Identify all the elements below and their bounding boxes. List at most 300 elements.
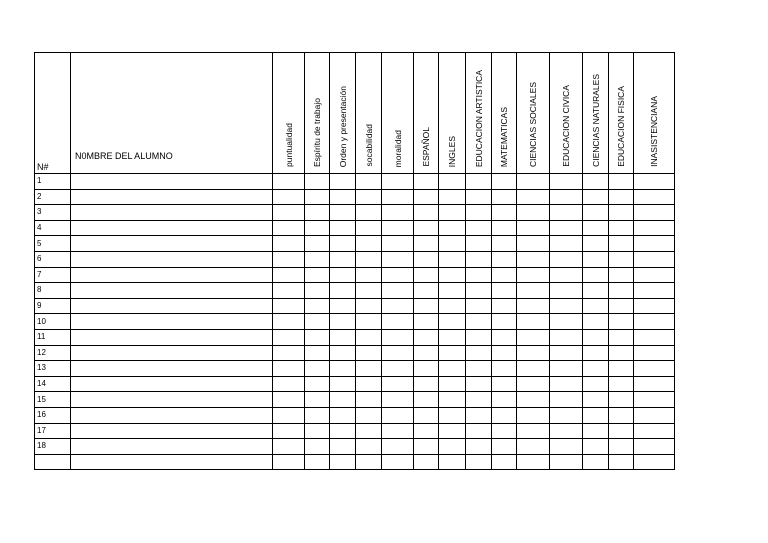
grade-cell[interactable] — [517, 205, 550, 221]
grade-cell[interactable] — [382, 298, 414, 314]
grade-cell[interactable] — [330, 251, 356, 267]
grade-cell[interactable] — [330, 345, 356, 361]
grade-cell[interactable] — [634, 283, 675, 299]
grade-cell[interactable] — [439, 329, 466, 345]
grade-cell[interactable] — [414, 236, 439, 252]
grade-cell[interactable] — [492, 298, 517, 314]
grade-cell[interactable] — [414, 174, 439, 190]
grade-cell[interactable] — [414, 329, 439, 345]
grade-cell[interactable] — [634, 236, 675, 252]
grade-cell[interactable] — [356, 267, 382, 283]
row-number-cell: 13 — [35, 361, 71, 377]
row-number-cell: 6 — [35, 251, 71, 267]
grade-cell[interactable] — [550, 174, 583, 190]
grade-cell[interactable] — [634, 220, 675, 236]
student-name-cell[interactable] — [71, 407, 273, 423]
grade-cell[interactable] — [609, 267, 634, 283]
grade-cell[interactable] — [273, 314, 305, 330]
grade-cell[interactable] — [634, 329, 675, 345]
grade-cell[interactable] — [305, 283, 330, 299]
grade-cell[interactable] — [634, 439, 675, 455]
grade-cell[interactable] — [273, 174, 305, 190]
grade-cell[interactable] — [330, 407, 356, 423]
student-name-cell[interactable] — [71, 298, 273, 314]
grade-cell[interactable] — [609, 345, 634, 361]
grade-cell[interactable] — [609, 361, 634, 377]
grade-cell[interactable] — [305, 205, 330, 221]
grade-cell[interactable] — [609, 251, 634, 267]
grade-cell[interactable] — [356, 423, 382, 439]
grade-cell[interactable] — [439, 267, 466, 283]
grade-cell[interactable] — [466, 220, 492, 236]
grade-cell[interactable] — [492, 283, 517, 299]
grade-cell[interactable] — [517, 361, 550, 377]
grade-cell[interactable] — [414, 345, 439, 361]
student-name-cell[interactable] — [71, 251, 273, 267]
grade-cell[interactable] — [609, 329, 634, 345]
grade-cell[interactable] — [382, 376, 414, 392]
grade-cell[interactable] — [634, 314, 675, 330]
grade-cell[interactable] — [492, 439, 517, 455]
grade-cell[interactable] — [414, 283, 439, 299]
student-name-cell[interactable] — [71, 392, 273, 408]
table-row — [35, 189, 675, 205]
grade-cell[interactable] — [439, 205, 466, 221]
grade-cell[interactable] — [517, 189, 550, 205]
grade-cell[interactable] — [634, 174, 675, 190]
grade-cell[interactable] — [550, 267, 583, 283]
grade-cell[interactable] — [330, 423, 356, 439]
grade-cell[interactable] — [583, 392, 609, 408]
grade-cell[interactable] — [382, 251, 414, 267]
grade-cell[interactable] — [414, 220, 439, 236]
student-name-column-header: N0MBRE DEL ALUMNO — [71, 53, 273, 174]
grade-cell[interactable] — [466, 189, 492, 205]
grade-cell[interactable] — [414, 392, 439, 408]
grade-cell[interactable] — [583, 361, 609, 377]
grade-cell[interactable] — [609, 298, 634, 314]
table-row — [35, 361, 675, 377]
grade-cell[interactable] — [273, 361, 305, 377]
grade-cell[interactable] — [305, 251, 330, 267]
student-name-cell[interactable] — [71, 314, 273, 330]
grade-cell[interactable] — [634, 361, 675, 377]
grade-cell[interactable] — [439, 174, 466, 190]
grade-cell[interactable] — [550, 392, 583, 408]
grade-cell[interactable] — [330, 220, 356, 236]
student-name-cell[interactable] — [71, 174, 273, 190]
grade-cell[interactable] — [273, 392, 305, 408]
grade-cell[interactable] — [583, 251, 609, 267]
grade-cell[interactable] — [517, 314, 550, 330]
grade-cell[interactable] — [492, 205, 517, 221]
grade-cell[interactable] — [414, 439, 439, 455]
student-name-cell[interactable] — [71, 345, 273, 361]
grade-cell[interactable] — [330, 283, 356, 299]
grade-cell[interactable] — [330, 376, 356, 392]
grade-cell[interactable] — [517, 298, 550, 314]
grade-cell[interactable] — [517, 454, 550, 470]
grade-cell[interactable] — [609, 283, 634, 299]
grade-cell[interactable] — [550, 407, 583, 423]
grade-cell[interactable] — [273, 376, 305, 392]
grade-cell[interactable] — [330, 205, 356, 221]
grade-cell[interactable] — [439, 423, 466, 439]
grade-cell[interactable] — [517, 267, 550, 283]
grade-cell[interactable] — [439, 361, 466, 377]
grade-cell[interactable] — [330, 298, 356, 314]
grade-cell[interactable] — [609, 314, 634, 330]
table-row — [35, 407, 675, 423]
grade-cell[interactable] — [414, 251, 439, 267]
grade-cell[interactable] — [356, 392, 382, 408]
grade-cell[interactable] — [609, 407, 634, 423]
grade-cell[interactable] — [439, 220, 466, 236]
student-name-cell[interactable] — [71, 220, 273, 236]
grade-cell[interactable] — [634, 189, 675, 205]
grade-cell[interactable] — [439, 439, 466, 455]
grade-cell[interactable] — [382, 454, 414, 470]
grade-cell[interactable] — [273, 220, 305, 236]
grade-cell[interactable] — [634, 205, 675, 221]
grade-cell[interactable] — [583, 439, 609, 455]
grade-cell[interactable] — [492, 314, 517, 330]
grade-cell[interactable] — [439, 283, 466, 299]
grade-cell[interactable] — [609, 423, 634, 439]
grade-cell[interactable] — [583, 454, 609, 470]
grade-cell[interactable] — [583, 220, 609, 236]
grade-cell[interactable] — [382, 283, 414, 299]
grade-cell[interactable] — [356, 314, 382, 330]
grade-cell[interactable] — [466, 423, 492, 439]
grade-cell[interactable] — [414, 314, 439, 330]
grade-cell[interactable] — [330, 314, 356, 330]
grade-cell[interactable] — [305, 314, 330, 330]
grade-cell[interactable] — [466, 361, 492, 377]
grade-cell[interactable] — [356, 361, 382, 377]
grade-cell[interactable] — [517, 283, 550, 299]
grade-cell[interactable] — [634, 392, 675, 408]
grade-cell[interactable] — [414, 423, 439, 439]
grade-cell[interactable] — [305, 423, 330, 439]
grade-cell[interactable] — [414, 205, 439, 221]
grade-cell[interactable] — [609, 220, 634, 236]
grade-cell[interactable] — [305, 189, 330, 205]
grade-cell[interactable] — [273, 283, 305, 299]
grade-cell[interactable] — [550, 454, 583, 470]
grade-cell[interactable] — [550, 220, 583, 236]
grade-cell[interactable] — [492, 251, 517, 267]
grade-cell[interactable] — [517, 407, 550, 423]
grade-cell[interactable] — [492, 376, 517, 392]
grade-cell[interactable] — [634, 454, 675, 470]
grade-cell[interactable] — [414, 407, 439, 423]
student-name-cell[interactable] — [71, 236, 273, 252]
grade-cell[interactable] — [382, 345, 414, 361]
grade-cell[interactable] — [330, 189, 356, 205]
grade-cell[interactable] — [517, 376, 550, 392]
grade-cell[interactable] — [356, 407, 382, 423]
grade-cell[interactable] — [583, 423, 609, 439]
grade-cell[interactable] — [492, 220, 517, 236]
grade-cell[interactable] — [517, 329, 550, 345]
grade-cell[interactable] — [583, 407, 609, 423]
grade-cell[interactable] — [382, 423, 414, 439]
grade-cell[interactable] — [583, 329, 609, 345]
grade-cell[interactable] — [273, 298, 305, 314]
grade-cell[interactable] — [550, 236, 583, 252]
table-row — [35, 283, 675, 299]
grade-cell[interactable] — [583, 298, 609, 314]
grade-cell[interactable] — [330, 392, 356, 408]
grade-cell[interactable] — [609, 439, 634, 455]
grade-cell[interactable] — [382, 267, 414, 283]
grade-cell[interactable] — [382, 329, 414, 345]
grade-cell[interactable] — [439, 251, 466, 267]
grade-cell[interactable] — [550, 298, 583, 314]
grade-cell[interactable] — [492, 174, 517, 190]
grade-cell[interactable] — [356, 283, 382, 299]
row-number-cell: 12 — [35, 345, 71, 361]
grade-cell[interactable] — [517, 236, 550, 252]
grade-cell[interactable] — [382, 174, 414, 190]
grade-cell[interactable] — [492, 189, 517, 205]
grade-cell[interactable] — [356, 329, 382, 345]
grade-cell[interactable] — [550, 189, 583, 205]
grade-cell[interactable] — [492, 267, 517, 283]
student-name-cell[interactable] — [71, 439, 273, 455]
grade-cell[interactable] — [305, 361, 330, 377]
grade-cell[interactable] — [550, 283, 583, 299]
grade-cell[interactable] — [466, 345, 492, 361]
grade-cell[interactable] — [356, 251, 382, 267]
grade-cell[interactable] — [550, 329, 583, 345]
grade-cell[interactable] — [492, 423, 517, 439]
grade-cell[interactable] — [583, 236, 609, 252]
grade-cell[interactable] — [305, 439, 330, 455]
grade-cell[interactable] — [330, 267, 356, 283]
grade-cell[interactable] — [305, 236, 330, 252]
grade-cell[interactable] — [273, 439, 305, 455]
subject-column-header: ESPAÑOL — [414, 53, 439, 174]
student-name-cell[interactable] — [71, 189, 273, 205]
grade-cell[interactable] — [414, 298, 439, 314]
grade-cell[interactable] — [305, 267, 330, 283]
grade-cell[interactable] — [305, 329, 330, 345]
grade-cell[interactable] — [466, 251, 492, 267]
grade-cell[interactable] — [517, 439, 550, 455]
grade-cell[interactable] — [466, 236, 492, 252]
grade-cell[interactable] — [273, 329, 305, 345]
grade-cell[interactable] — [550, 251, 583, 267]
grade-cell[interactable] — [583, 267, 609, 283]
grade-cell[interactable] — [439, 345, 466, 361]
grade-cell[interactable] — [439, 454, 466, 470]
grade-cell[interactable] — [466, 439, 492, 455]
grade-cell[interactable] — [356, 174, 382, 190]
student-name-cell[interactable] — [71, 376, 273, 392]
table-row — [35, 205, 675, 221]
grade-cell[interactable] — [634, 298, 675, 314]
grade-cell[interactable] — [273, 189, 305, 205]
grade-cell[interactable] — [609, 392, 634, 408]
grade-cell[interactable] — [414, 267, 439, 283]
grade-cell[interactable] — [634, 345, 675, 361]
grade-cell[interactable] — [634, 267, 675, 283]
grade-cell[interactable] — [634, 407, 675, 423]
grade-cell[interactable] — [466, 205, 492, 221]
grade-cell[interactable] — [356, 298, 382, 314]
grade-cell[interactable] — [382, 361, 414, 377]
grade-cell[interactable] — [382, 205, 414, 221]
grade-cell[interactable] — [634, 423, 675, 439]
grade-cell[interactable] — [492, 361, 517, 377]
student-name-cell[interactable] — [71, 361, 273, 377]
grade-cell[interactable] — [305, 220, 330, 236]
grade-cell[interactable] — [273, 423, 305, 439]
grade-cell[interactable] — [609, 454, 634, 470]
grade-cell[interactable] — [609, 174, 634, 190]
grade-cell[interactable] — [305, 345, 330, 361]
grade-cell[interactable] — [439, 298, 466, 314]
grade-cell[interactable] — [517, 174, 550, 190]
grade-cell[interactable] — [466, 376, 492, 392]
grade-cell[interactable] — [439, 189, 466, 205]
grade-cell[interactable] — [305, 376, 330, 392]
grade-cell[interactable] — [517, 345, 550, 361]
grade-cell[interactable] — [466, 267, 492, 283]
grade-cell[interactable] — [273, 236, 305, 252]
grade-cell[interactable] — [273, 267, 305, 283]
student-name-cell[interactable] — [71, 267, 273, 283]
grade-cell[interactable] — [609, 205, 634, 221]
row-number-cell: 7 — [35, 267, 71, 283]
grade-cell[interactable] — [330, 329, 356, 345]
grade-cell[interactable] — [466, 454, 492, 470]
student-name-cell[interactable] — [71, 423, 273, 439]
row-number-cell: 4 — [35, 220, 71, 236]
grade-cell[interactable] — [356, 454, 382, 470]
grade-cell[interactable] — [492, 345, 517, 361]
grade-cell[interactable] — [492, 407, 517, 423]
grade-cell[interactable] — [382, 407, 414, 423]
student-name-cell[interactable] — [71, 205, 273, 221]
grade-cell[interactable] — [550, 345, 583, 361]
grade-cell[interactable] — [517, 220, 550, 236]
grade-cell[interactable] — [382, 189, 414, 205]
grade-cell[interactable] — [330, 454, 356, 470]
row-number-cell: 8 — [35, 283, 71, 299]
grade-cell[interactable] — [330, 236, 356, 252]
grade-cell[interactable] — [517, 392, 550, 408]
grade-cell[interactable] — [273, 407, 305, 423]
grade-cell[interactable] — [439, 314, 466, 330]
grade-cell[interactable] — [550, 423, 583, 439]
grade-cell[interactable] — [414, 454, 439, 470]
grade-cell[interactable] — [305, 298, 330, 314]
grade-cell[interactable] — [466, 174, 492, 190]
grade-cell[interactable] — [517, 251, 550, 267]
grade-cell[interactable] — [583, 283, 609, 299]
grade-cell[interactable] — [414, 361, 439, 377]
grade-cell[interactable] — [492, 329, 517, 345]
grade-cell[interactable] — [550, 314, 583, 330]
grade-cell[interactable] — [273, 205, 305, 221]
student-name-cell[interactable] — [71, 329, 273, 345]
grade-cell[interactable] — [356, 220, 382, 236]
grade-cell[interactable] — [583, 376, 609, 392]
grade-cell[interactable] — [330, 439, 356, 455]
grade-cell[interactable] — [414, 189, 439, 205]
grade-cell[interactable] — [356, 189, 382, 205]
grade-cell[interactable] — [382, 220, 414, 236]
grade-cell[interactable] — [414, 376, 439, 392]
grade-cell[interactable] — [609, 236, 634, 252]
grade-cell[interactable] — [466, 407, 492, 423]
grade-cell[interactable] — [583, 205, 609, 221]
grade-cell[interactable] — [583, 174, 609, 190]
grade-cell[interactable] — [356, 439, 382, 455]
grade-cell[interactable] — [439, 392, 466, 408]
grade-cell[interactable] — [330, 361, 356, 377]
grade-cell[interactable] — [305, 407, 330, 423]
grade-cell[interactable] — [382, 439, 414, 455]
grade-cell[interactable] — [439, 236, 466, 252]
grade-cell[interactable] — [356, 205, 382, 221]
grade-cell[interactable] — [609, 189, 634, 205]
grade-cell[interactable] — [634, 251, 675, 267]
grade-cell[interactable] — [382, 236, 414, 252]
grade-cell[interactable] — [583, 314, 609, 330]
grade-cell[interactable] — [382, 392, 414, 408]
grade-cell[interactable] — [550, 205, 583, 221]
grade-cell[interactable] — [439, 376, 466, 392]
grade-cell[interactable] — [517, 423, 550, 439]
grade-cell[interactable] — [550, 376, 583, 392]
grade-cell[interactable] — [492, 236, 517, 252]
grade-cell[interactable] — [356, 236, 382, 252]
grade-cell[interactable] — [466, 392, 492, 408]
grade-cell[interactable] — [634, 376, 675, 392]
grade-cell[interactable] — [305, 174, 330, 190]
grade-cell[interactable] — [550, 439, 583, 455]
grade-cell[interactable] — [609, 376, 634, 392]
grade-cell[interactable] — [492, 454, 517, 470]
grade-cell[interactable] — [466, 314, 492, 330]
student-name-cell[interactable] — [71, 283, 273, 299]
grade-cell[interactable] — [273, 454, 305, 470]
grade-cell[interactable] — [356, 345, 382, 361]
grade-cell[interactable] — [305, 454, 330, 470]
subject-column-header: EDUCACION FISICA — [609, 53, 634, 174]
grade-cell[interactable] — [439, 407, 466, 423]
student-name-cell[interactable] — [71, 454, 273, 470]
grade-cell[interactable] — [492, 392, 517, 408]
grade-cell[interactable] — [305, 392, 330, 408]
grade-cell[interactable] — [466, 298, 492, 314]
grade-cell[interactable] — [583, 189, 609, 205]
row-number-cell: 16 — [35, 407, 71, 423]
grade-cell[interactable] — [356, 376, 382, 392]
grade-cell[interactable] — [583, 345, 609, 361]
grade-cell[interactable] — [382, 314, 414, 330]
grade-cell[interactable] — [273, 251, 305, 267]
grade-cell[interactable] — [330, 174, 356, 190]
grade-cell[interactable] — [550, 361, 583, 377]
grade-cell[interactable] — [466, 283, 492, 299]
grade-cell[interactable] — [466, 329, 492, 345]
grade-cell[interactable] — [273, 345, 305, 361]
